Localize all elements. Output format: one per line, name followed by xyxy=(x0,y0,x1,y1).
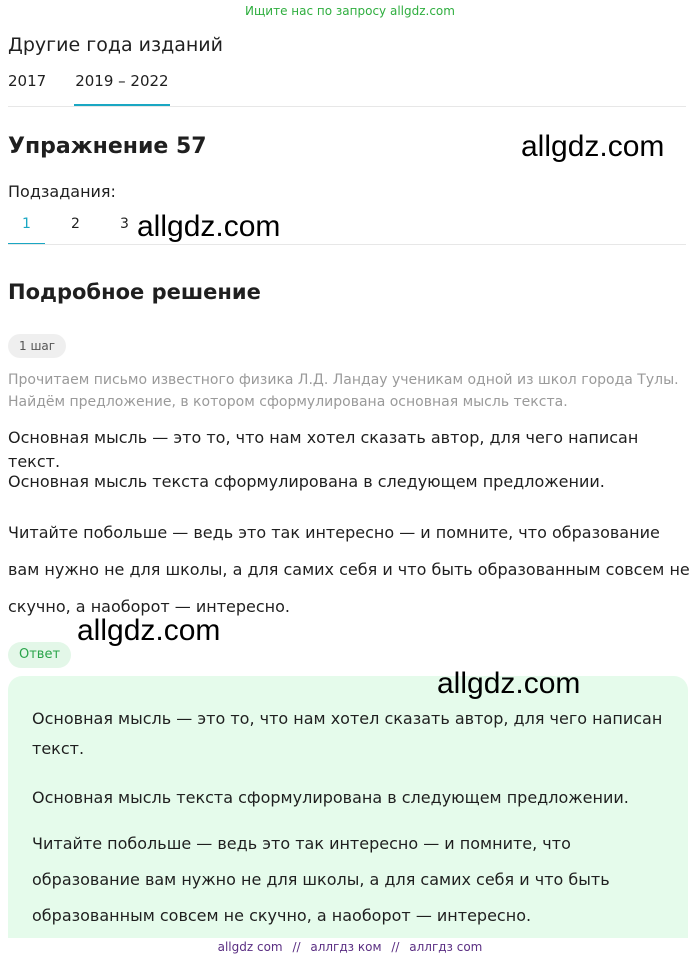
answer-paragraph: Основная мысль текста сформулирована в следующем предложении. xyxy=(32,788,629,807)
tab-edition-2019-2022[interactable]: 2019 – 2022 xyxy=(74,72,169,106)
footer-link[interactable]: allgdz com xyxy=(217,940,283,954)
answer-paragraph: Читайте побольше — ведь это так интересно — и помните, что образование вам нужно не для школы, а для самих себя и что быть образованным совсем не скучно, а наоборот — интересно. xyxy=(32,834,610,925)
answer-box xyxy=(8,676,688,960)
answer-paragraph: Основная мысль — это то, что нам хотел сказать автор, для чего написан текст. xyxy=(32,709,663,758)
step-hint: Прочитаем письмо известного физика Л.Д. Ландау ученикам одной из школ города Тулы. Найдём предложение, в котором сформулирована основная мысль текста. xyxy=(8,372,679,410)
footer-link[interactable]: аллгдз com xyxy=(409,940,483,954)
step-badge: 1 шаг xyxy=(8,334,66,358)
watermark: allgdz.com xyxy=(437,667,581,700)
answer-badge: Ответ xyxy=(8,642,71,668)
tab-edition-2017[interactable]: 2017 xyxy=(8,72,47,90)
solution-paragraph: Читайте побольше — ведь это так интересно — и помните, что образование вам нужно не для школы, а для самих себя и что быть образованным совсем не скучно, а наоборот — интересно. xyxy=(8,523,690,616)
subtask-tab-3[interactable]: 3 xyxy=(120,216,129,232)
solution-paragraph: Основная мысль текста сформулирована в следующем предложении. xyxy=(8,472,605,491)
divider xyxy=(8,106,686,107)
top-banner: Ищите нас по запросу allgdz.com xyxy=(245,4,455,18)
footer-separator: // xyxy=(391,940,400,954)
divider xyxy=(8,244,686,245)
footer xyxy=(0,938,700,960)
watermark: allgdz.com xyxy=(521,130,665,163)
footer-separator: // xyxy=(292,940,301,954)
subtask-tab-2[interactable]: 2 xyxy=(71,216,80,232)
footer-link[interactable]: аллгдз ком xyxy=(310,940,382,954)
watermark: allgdz.com xyxy=(77,614,221,647)
editions-title: Другие года изданий xyxy=(8,34,223,56)
watermark: allgdz.com xyxy=(137,210,281,243)
solution-paragraph: Основная мысль — это то, что нам хотел сказать автор, для чего написан текст. xyxy=(8,428,639,471)
subtask-tab-1[interactable]: 1 xyxy=(8,213,45,245)
exercise-title: Упражнение 57 xyxy=(8,134,207,159)
subtasks-tabs xyxy=(8,213,155,245)
editions-tabs xyxy=(8,72,198,106)
solution-title: Подробное решение xyxy=(8,280,261,304)
subtasks-label: Подзадания: xyxy=(8,182,116,201)
